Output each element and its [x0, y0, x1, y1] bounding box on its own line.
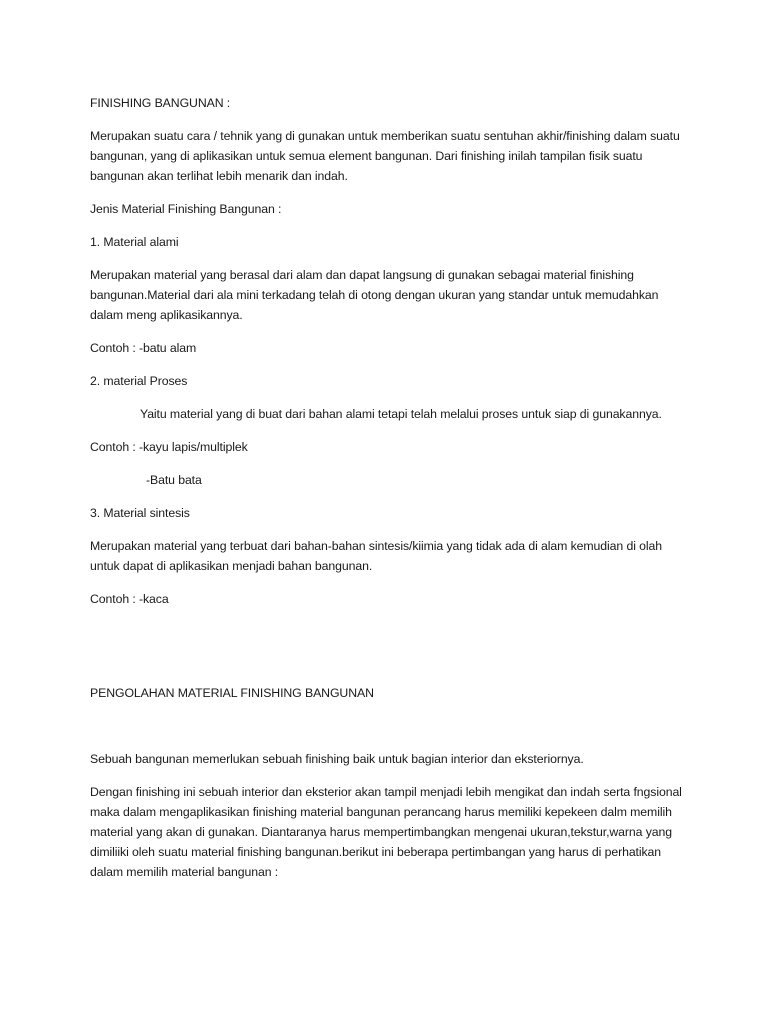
section2-paragraph-1: Sebuah bangunan memerlukan sebuah finishing baik untuk bagian interior dan eksteriornya. — [90, 752, 584, 766]
item3-description: Merupakan material yang terbuat dari bahan-bahan sintesis/kiimia yang tidak ada di alam kemudian di olah untuk dapat di aplikasikan menjadi bahan bangunan. — [90, 539, 662, 573]
item3-example: Contoh : -kaca — [90, 592, 169, 606]
intro-paragraph: Merupakan suatu cara / tehnik yang di gunakan untuk memberikan suatu sentuhan akhir/finishing dalam suatu bangunan, yang di aplikasikan untuk semua element bangunan. Dari finishing inilah tampilan fisik suatu bangunan akan terlihat lebih menarik dan indah. — [90, 129, 680, 183]
item2-title: 2. material Proses — [90, 374, 188, 388]
document-body — [90, 93, 685, 895]
item1-title: 1. Material alami — [90, 235, 179, 249]
document-heading: FINISHING BANGUNAN : — [90, 96, 231, 110]
jenis-heading: Jenis Material Finishing Bangunan : — [90, 202, 282, 216]
item1-example: Contoh : -batu alam — [90, 341, 197, 355]
item3-title: 3. Material sintesis — [90, 506, 190, 520]
item1-description: Merupakan material yang berasal dari alam dan dapat langsung di gunakan sebagai material finishing bangunan.Material dari ala mini terkadang telah di otong dengan ukuran yang standar untuk memudahkan dalam meng aplikasikannya. — [90, 268, 659, 322]
section2-heading: PENGOLAHAN MATERIAL FINISHING BANGUNAN — [90, 686, 374, 700]
item2-description: Yaitu material yang di buat dari bahan alami tetapi telah melalui proses untuk siap di gunakannya. — [140, 407, 662, 421]
item2-example-continued: -Batu bata — [146, 473, 202, 487]
item2-example: Contoh : -kayu lapis/multiplek — [90, 440, 248, 454]
section2-paragraph-2: Dengan finishing ini sebuah interior dan eksterior akan tampil menjadi lebih mengikat dan indah serta fngsional maka dalam mengaplikasikan finishing material bangunan perancang harus memiliki kepekeen dalm memilih material yang akan di gunakan. Diantaranya harus mempertimbangkan mengenai ukuran,tekstur,warna yang dimiliiki oleh suatu material finishing bangunan.berikut ini beberapa pertimbangan yang harus di perhatikan dalam memilih material bangunan : — [90, 785, 682, 879]
